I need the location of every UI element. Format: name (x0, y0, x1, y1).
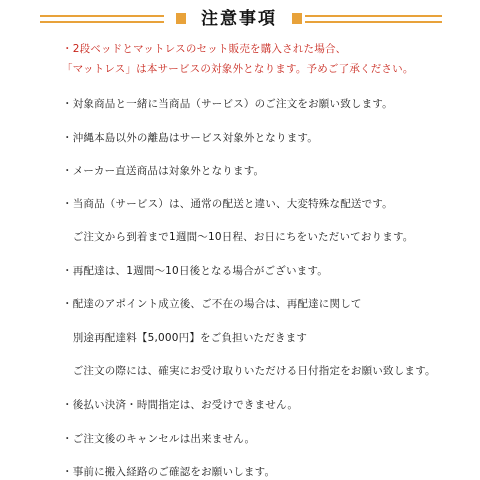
notice-line-mattress-excluded: 「マットレス」は本サービスの対象外となります。予めご了承ください。 (62, 63, 414, 75)
notice-line-redelivery: ・再配達は、1週間〜10日後となる場合がございます。 (62, 265, 328, 277)
notice-line-special-delivery: ・当商品（サービス）は、通常の配送と違い、大変特殊な配送です。 (62, 198, 393, 210)
header-rule-left-top (40, 15, 164, 17)
square-bullet-icon (292, 13, 302, 24)
notice-line-order-together: ・対象商品と一緒に当商品（サービス）のご注文をお願い致します。 (62, 98, 393, 110)
notice-line-date-designation: ご注文の際には、確実にお受け取りいただける日付指定をお願い致します。 (62, 365, 436, 377)
square-bullet-icon (176, 13, 186, 24)
header-rule-right-bottom (305, 21, 442, 23)
notice-line-redelivery-fee: 別途再配達料【5,000円】をご負担いただきます (62, 332, 308, 344)
notice-line-payment: ・後払い決済・時間指定は、お受けできません。 (62, 399, 299, 411)
notice-line-direct-shipping: ・メーカー直送商品は対象外となります。 (62, 165, 265, 177)
header-rule-left-bottom (40, 21, 164, 23)
notice-line-route-check: ・事前に搬入経路のご確認をお願いします。 (62, 466, 276, 478)
notice-line-delivery-time: ご注文から到着まで1週間〜10日程、お日にちをいただいております。 (62, 231, 414, 243)
page-title: 注意事項 (201, 9, 277, 29)
header-rule-right-top (305, 15, 442, 17)
notice-line-appointment: ・配達のアポイント成立後、ご不在の場合は、再配達に関して (62, 298, 362, 310)
notice-line-okinawa: ・沖縄本島以外の離島はサービス対象外となります。 (62, 132, 318, 144)
notice-line-set-purchase: ・2段ベッドとマットレスのセット販売を購入された場合、 (62, 43, 347, 55)
notice-header (0, 8, 480, 34)
notice-line-cancel: ・ご注文後のキャンセルは出来ません。 (62, 433, 256, 445)
